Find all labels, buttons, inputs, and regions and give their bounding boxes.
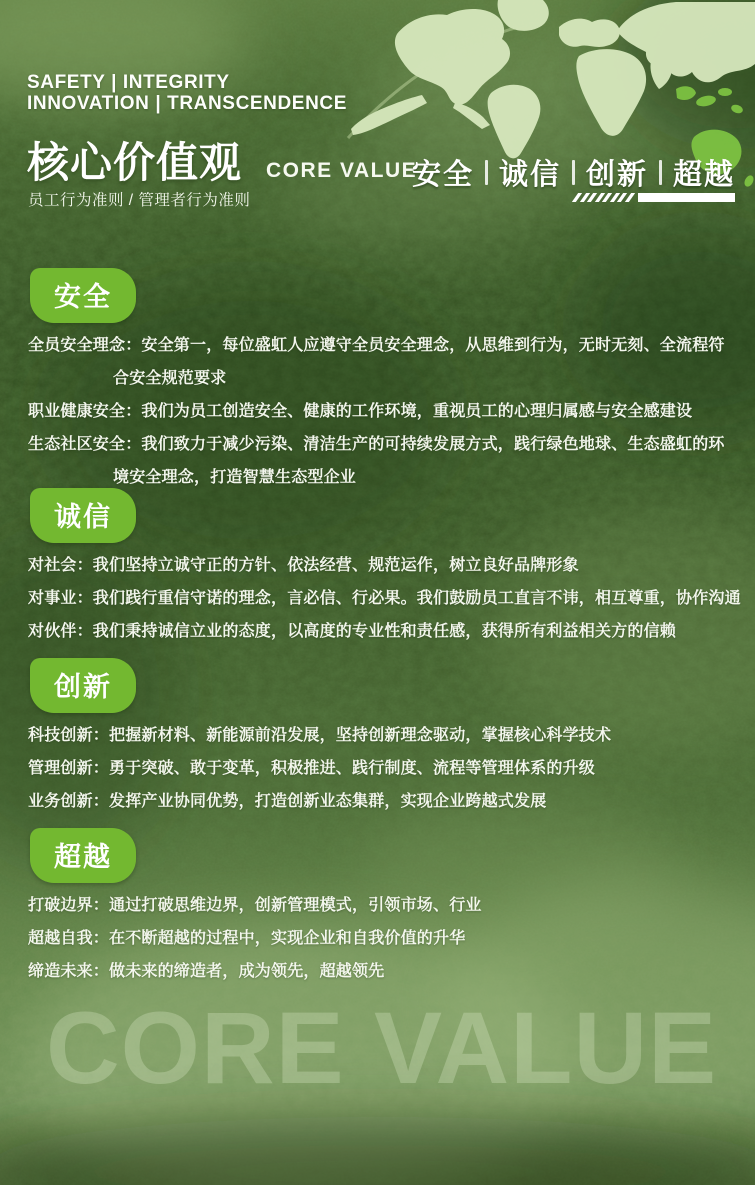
- banner-value-transcendence: 超越: [672, 159, 735, 191]
- section-transcendence-lines: [0, 889, 755, 988]
- text-line: 业务创新：发挥产业协同优势，打造创新业态集群，实现企业跨越式发展: [28, 793, 547, 810]
- page-title: 核心价值观: [27, 139, 243, 186]
- section-innovation: [0, 658, 755, 818]
- banner-value-innovation: 创新: [585, 159, 648, 191]
- banner-value-safety: 安全: [411, 159, 474, 191]
- values-banner: [412, 152, 735, 193]
- text-line: 对社会：我们坚持立诚守正的方针、依法经营、规范运作，树立良好品牌形象: [28, 557, 579, 574]
- section-badge-safety: 安全: [30, 268, 136, 323]
- text-line: 职业健康安全：我们为员工创造安全、健康的工作环境，重视员工的心理归属感与安全感建设: [28, 403, 693, 420]
- section-badge-innovation: 创新: [30, 658, 136, 713]
- english-tagline: [27, 72, 347, 114]
- text-line: 全员安全理念：安全第一，每位盛虹人应遵守全员安全理念，从思维到行为，无时无刻、全流程符: [28, 337, 725, 354]
- text-line: 缔造未来：做未来的缔造者，成为领先，超越领先: [28, 963, 385, 980]
- banner-separator: [572, 160, 575, 185]
- section-innovation-lines: [0, 719, 755, 818]
- banner-separator: [659, 160, 662, 185]
- section-badge-transcendence: 超越: [30, 828, 136, 883]
- section-integrity: [0, 488, 755, 648]
- text-line: 对事业：我们践行重信守诺的理念，言必信、行必果。我们鼓励员工直言不讳，相互尊重，协作沟通: [28, 590, 741, 607]
- text-line: 科技创新：把握新材料、新能源前沿发展，坚持创新理念驱动，掌握核心科学技术: [28, 727, 612, 744]
- tagline-line-2: INNOVATION | TRANSCENDENCE: [27, 93, 347, 114]
- text-line: 超越自我：在不断超越的过程中，实现企业和自我价值的升华: [28, 930, 466, 947]
- banner-value-integrity: 诚信: [498, 159, 561, 191]
- text-line: 对伙伴：我们秉持诚信立业的态度，以高度的专业性和责任感，获得所有利益相关方的信赖: [28, 623, 677, 640]
- text-line: 生态社区安全：我们致力于减少污染、清洁生产的可持续发展方式，践行绿色地球、生态盛虹的环: [28, 436, 725, 453]
- tagline-line-1: SAFETY | INTEGRITY: [27, 72, 230, 93]
- banner-separator: [485, 160, 488, 185]
- title-row: [27, 130, 417, 190]
- banner-decoration: [575, 193, 735, 202]
- text-line: 境安全理念，打造智慧生态型企业: [113, 469, 357, 486]
- subtitle: 员工行为准则 / 管理者行为准则: [28, 192, 251, 209]
- page-title-english: CORE VALUE: [266, 159, 418, 182]
- core-value-watermark: CORE VALUE: [46, 991, 718, 1105]
- text-line: 管理创新：勇于突破、敢于变革，积极推进、践行制度、流程等管理体系的升级: [28, 760, 596, 777]
- section-transcendence: [0, 828, 755, 988]
- section-safety: [0, 268, 755, 494]
- section-badge-integrity: 诚信: [30, 488, 136, 543]
- text-line: 打破边界：通过打破思维边界，创新管理模式，引领市场、行业: [28, 897, 482, 914]
- section-safety-lines: [0, 329, 755, 494]
- deco-bar: [638, 193, 735, 202]
- section-integrity-lines: [0, 549, 755, 648]
- text-line: 合安全规范要求: [113, 370, 227, 387]
